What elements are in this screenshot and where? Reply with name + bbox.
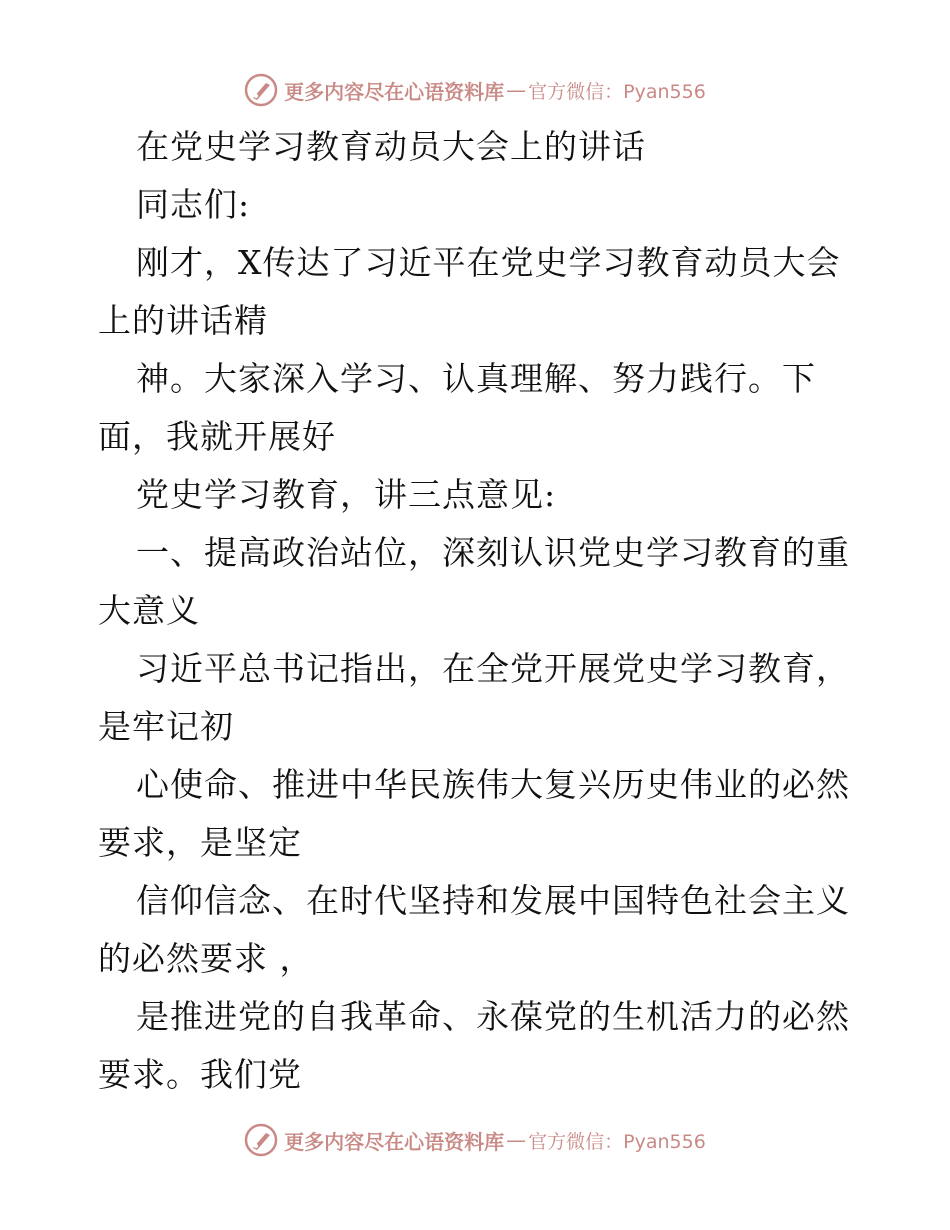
- paragraph-line: 神。大家深入学习、认真理解、努力践行。下: [136, 359, 816, 398]
- paragraph-line: 面，我就开展好: [98, 417, 336, 456]
- watermark-separator: —: [506, 78, 527, 102]
- paragraph-line: 党史学习教育，讲三点意见:: [136, 475, 557, 514]
- paragraph-line: 上的讲话精: [98, 301, 268, 340]
- pen-logo-icon: [244, 1123, 278, 1157]
- paragraph-line: 的必然要求 ，: [98, 939, 314, 978]
- watermark-header: [0, 70, 950, 110]
- paragraph-line: 习近平总书记指出，在全党开展党史学习教育，: [136, 649, 850, 688]
- section-heading: 大意义: [98, 591, 200, 630]
- watermark-brand: 更多内容尽在心语资料库: [284, 1129, 505, 1154]
- pen-logo-icon: [244, 73, 278, 107]
- document-body: [98, 118, 858, 1104]
- paragraph-line: 要求，是坚定: [98, 823, 302, 862]
- paragraph-line: 要求。我们党: [98, 1055, 302, 1094]
- paragraph-line: 心使命、推进中华民族伟大复兴历史伟业的必然: [136, 765, 850, 804]
- paragraph-line: 刚才，X传达了习近平在党史学习教育动员大会: [136, 243, 841, 282]
- document-title: 在党史学习教育动员大会上的讲话: [136, 127, 646, 166]
- watermark-brand: 更多内容尽在心语资料库: [284, 79, 505, 104]
- watermark-contact: 官方微信：Pyan556: [528, 80, 706, 103]
- section-heading: 一、提高政治站位，深刻认识党史学习教育的重: [136, 533, 850, 572]
- paragraph-line: 信仰信念、在时代坚持和发展中国特色社会主义: [136, 881, 850, 920]
- salutation: 同志们:: [136, 185, 251, 224]
- watermark-contact: 官方微信：Pyan556: [528, 1130, 706, 1153]
- paragraph-line: 是推进党的自我革命、永葆党的生机活力的必然: [136, 997, 850, 1036]
- paragraph-line: 是牢记初: [98, 707, 234, 746]
- watermark-separator: —: [506, 1128, 527, 1152]
- watermark-footer: [0, 1120, 950, 1160]
